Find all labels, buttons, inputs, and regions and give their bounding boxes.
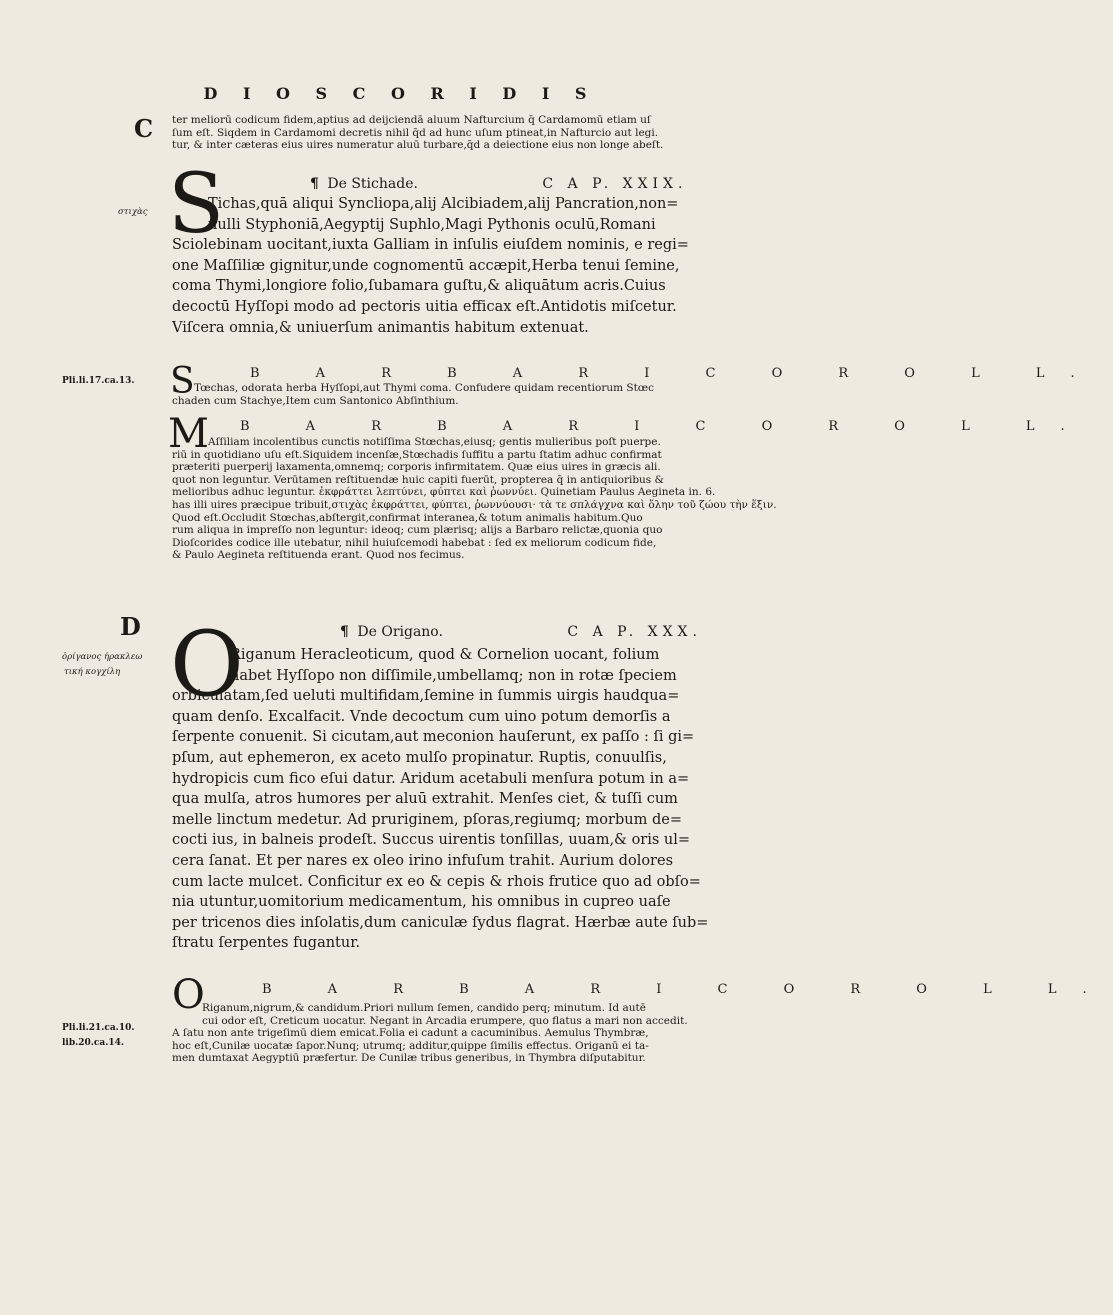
text-line: Tichas,quā aliqui Syncliopa,alij Alcibiadem,alij Pancration,non= <box>208 196 679 212</box>
margin-section-letter-d: D <box>120 612 141 641</box>
text-line: cocti ius, in balneis prodeſt. Succus uirentis tonſillas, uuam,& oris ul= <box>172 832 691 849</box>
text-line: tur, & inter cæteras eius uires numeratur aluū turbare,q̄d a deiectione eius non longe abeſt. <box>172 139 664 152</box>
text-line: Riganum,nigrum,& candidum.Priori nullum ſemen, candido perq; minutum. Id autē <box>202 1002 646 1014</box>
text-line: Viſcera omnia,& uniuerſum animantis habitum extenuat. <box>172 319 589 336</box>
drop-cap-s-small: S <box>170 361 195 402</box>
text-line: orbiculatam,ſed ueluti multifidam,ſemine in ſummis uirgis haudqua= <box>172 688 680 705</box>
running-header: D I O S C O R I D I S <box>203 84 597 103</box>
chapter-heading-stichas <box>310 175 790 193</box>
drop-cap-s: S <box>168 157 225 252</box>
text-line: rum aliqua in impreſſo non leguntur: ideoq; cum plærisq; alijs a Barbaro relictæ,quonia quo <box>172 524 663 537</box>
text-line: Tœchas, odorata herba Hyſſopi,aut Thymi coma. Confudere quidam recentiorum Stœc <box>194 382 655 394</box>
chapter-title: De Origano. <box>357 624 443 640</box>
text-line: Dioſcorides codice ille utebatur, nihil huiuſcemodi habebat : ſed ex meliorum codicum fide, <box>172 536 657 549</box>
text-line: men dumtaxat Aegyptiū præfertur. De Cunilæ tribus generibus, in Thymbra diſputabitur. <box>172 1052 646 1065</box>
text-line: cum lacte mulcet. Conficitur ex eo & cepis & rhois frutice quo ad obſo= <box>172 873 701 890</box>
text-line: ter meliorū codicum fidem,aptius ad deijciendā aluum Nafturcium q̄ Cardamomū etiam uſ <box>172 114 651 126</box>
margin-greek-stichas: στιχὰς <box>118 207 148 217</box>
drop-cap-o-small: O <box>172 972 205 1018</box>
text-line: qua mulſa, atros humores per aluū extrahit. Menſes ciet, & tuſſi cum <box>172 791 678 808</box>
chapter-title: De Stichade. <box>327 176 418 192</box>
intro-paragraph <box>172 114 792 152</box>
text-line: nia utuntur,uomitorium medicamentum, his omnibus in cupreo uaſe <box>172 894 671 911</box>
text-line: quot non leguntur. Verūtamen reſtituendæ huic capiti fuerūt, propterea q̄ in antiquioribus & <box>172 473 664 486</box>
origanum-body <box>172 645 792 954</box>
text-line: Quod eſt.Occludit Stœchas,abſtergit,confirmat interanea,& totum animalis habitum.Quo <box>172 511 643 524</box>
text-line: pſum, aut ephemeron, ex aceto mulſo propinatur. Ruptis, conuulſis, <box>172 749 667 766</box>
chapter-heading-origanum <box>340 623 790 641</box>
text-line: melioribus adhuc leguntur. ἐκφράττει λεπτύνει, φύπτει καὶ ῥωννύει. Quinetiam Paulus Aegineta in. 6. <box>172 486 716 499</box>
margin-greek-origanum-1: ὀρίγανος ἡρακλεω <box>62 652 143 662</box>
text-line: hydropicis cum fico eſui datur. Aridum acetabuli menſura potum in a= <box>172 770 690 787</box>
text-line: decoctū Hyſſopi modo ad pectoris uitia efficax eſt.Antidotis miſcetur. <box>172 298 677 315</box>
barbari-paragraph-1 <box>172 382 792 407</box>
text-line: & Paulo Aegineta reſtituenda erant. Quod nos fecimus. <box>172 549 465 562</box>
barbari-heading-2: B A R B A R I C O R O L L. <box>240 419 1091 434</box>
text-line: has illi uires præcipue tribuit,στιχὰς ἐκφράττει, φύπτει, ῥωννύουσι· τὰ τε σπλάγχνα καὶ ὅλην τοῦ ζώου τὴν ἕξιν. <box>172 498 777 511</box>
text-line: melle linctum medetur. Ad pruriginem, pſoras,regiumq; morbum de= <box>172 811 682 828</box>
stichas-body <box>172 194 792 338</box>
text-line: Aſſiliam incolentibus cunctis notiſſima Stœchas,eiusq; gentis mulieribus poſt puerpe. <box>208 436 661 448</box>
margin-greek-origanum-2: τική κογχίλη <box>64 667 121 677</box>
text-line: riū in quotidiano uſu eſt.Siquidem incenſæ,Stœchadis ſuffitu a partu ſtatim adhuc confirmat <box>172 448 662 461</box>
text-line: Riganum Heracleoticum, quod & Cornelion uocant, folium <box>230 647 660 663</box>
barbari-paragraph-3 <box>172 1002 792 1065</box>
drop-cap-m: M <box>168 411 209 457</box>
margin-pliny-reference: Pli.li.17.ca.13. <box>62 376 135 386</box>
chapter-number: C A P. XXX. <box>567 624 702 640</box>
pilcrow-icon: ¶ <box>340 624 349 640</box>
pilcrow-icon: ¶ <box>310 176 319 192</box>
text-line: præteriti puerperij laxamenta,omnemq; corporis infirmitatem. Quæ eius uires in græcis ali. <box>172 461 661 474</box>
text-line: ſerpente conuenit. Si cicutam,aut meconion hauſerunt, ex paſſo : ſi gi= <box>172 729 695 746</box>
text-line: quam denſo. Excalfacit. Vnde decoctum cum uino potum demorſis a <box>172 708 671 725</box>
margin-pliny-reference-2: Pli.li.21.ca.10. <box>62 1023 135 1033</box>
chapter-number: C A P. XXIX. <box>542 176 688 192</box>
text-line: coma Thymi,longiore folio,ſubamara guſtu,& aliquātum acris.Cuius <box>172 278 666 295</box>
barbari-heading-1: B A R B A R I C O R O L L. <box>250 366 1101 381</box>
text-line: per tricenos dies inſolatis,dum caniculæ ſydus flagrat. Hærbæ aute ſub= <box>172 914 709 931</box>
margin-section-letter-c: C <box>134 114 154 143</box>
text-line: hoc eſt,Cunilæ uocatæ ſapor.Nunq; utrumq; additur,quippe ſimilis effectus. Origanū ei ta- <box>172 1039 649 1052</box>
text-line: cera ſanat. Et per nares ex oleo irino infuſum trahit. Aurium dolores <box>172 852 674 869</box>
text-line: Sciolebinam uocitant,iuxta Galliam in inſulis eiuſdem nominis, e regi= <box>172 237 689 254</box>
text-line: chaden cum Stachye,Item cum Santonico Abſinthium. <box>172 394 459 407</box>
text-line: ſum eſt. Siqdem in Cardamomi decretis nihil q̄d ad hunc uſum ptineat,in Nafturcio aut legi. <box>172 126 659 139</box>
text-line: A ſatu non ante trigeſimū diem emicat.Folia ei cadunt a cacuminibus. Aemulus Thymbræ, <box>172 1027 649 1040</box>
barbari-paragraph-2 <box>172 436 792 562</box>
text-line: one Maſſiliæ gignitur,unde cognomentū accæpit,Herba tenui ſemine, <box>172 257 680 274</box>
text-line: cui odor eſt, Creticum uocatur. Negant in Arcadia erumpere, quo flatus a mari non accedit. <box>202 1014 688 1027</box>
text-line: ſtratu ſerpentes fugantur. <box>172 935 361 952</box>
barbari-heading-3: B A R B A R I C O R O L L. <box>262 982 1113 997</box>
text-line: habet Hyſſopo non diſſimile,umbellamq; non in rotæ ſpeciem <box>230 667 677 684</box>
text-line: nulli Styphoniā,Aegyptij Suphlo,Magi Pythonis oculū,Romani <box>208 216 656 233</box>
margin-pliny-reference-3: lib.20.ca.14. <box>62 1038 125 1048</box>
drop-cap-o: O <box>170 612 244 717</box>
